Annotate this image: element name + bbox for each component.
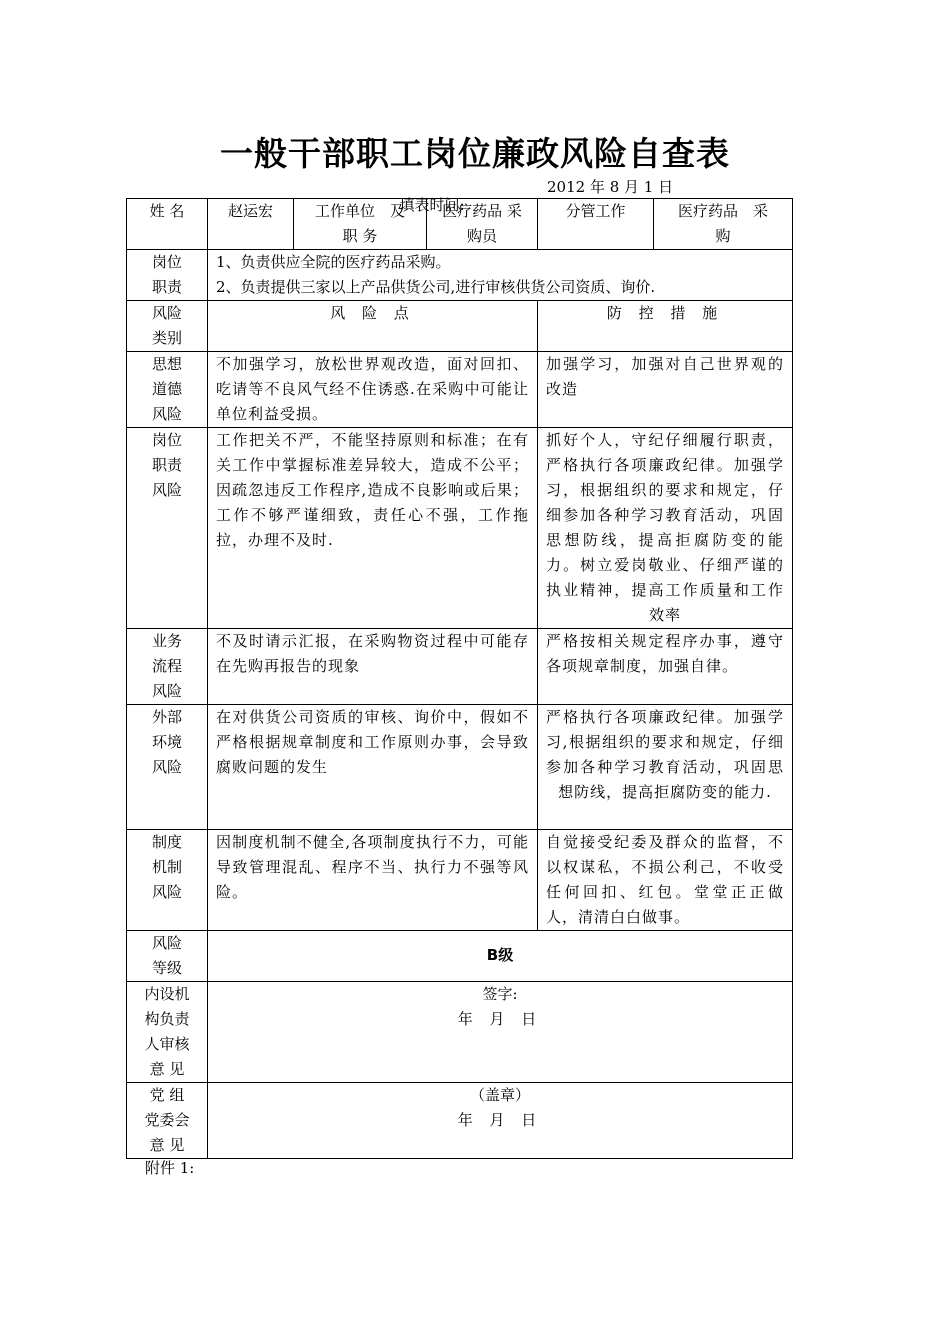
risk-point: 工作把关不严，不能坚持原则和标准；在有关工作中掌握标准差异较大，造成不公平；因疏忽违反工作程序,造成不良影响或后果；工作不够严谨细致，责任心不强，工作拖拉，办理不及时. bbox=[208, 428, 538, 629]
self-check-table bbox=[126, 198, 793, 1159]
risk-measure: 加强学习，加强对自己世界观的改造 bbox=[538, 352, 793, 428]
risk-point: 在对供货公司资质的审核、询价中，假如不严格根据规章制度和工作原则办事，会导致腐败问题的发生 bbox=[208, 705, 538, 830]
risk-category: 业务 流程 风险 bbox=[127, 629, 208, 705]
measures-header: 防 控 措 施 bbox=[538, 301, 793, 352]
risk-row bbox=[127, 830, 793, 931]
risk-level-value: B级 bbox=[208, 931, 793, 982]
review-label: 内设机 构负责 人审核 意 见 bbox=[127, 982, 208, 1083]
risk-point: 因制度机制不健全,各项制度执行不力，可能导致管理混乱、程序不当、执行力不强等风险。 bbox=[208, 830, 538, 931]
risk-measure: 严格执行各项廉政纪律。加强学习,根据组织的要求和规定，仔细参加各种学习教育活动，巩固思想防线，提高拒腐防变的能力. bbox=[538, 705, 793, 830]
risk-row bbox=[127, 629, 793, 705]
risk-point-header: 风 险 点 bbox=[208, 301, 538, 352]
party-row bbox=[127, 1083, 793, 1159]
duty-content: 1、负责供应全院的医疗药品采购。 2、负责提供三家以上产品供货公司,进行审核供货公司资质、询价. bbox=[208, 250, 793, 301]
name-value: 赵运宏 bbox=[208, 199, 294, 250]
level-label: 风险 等级 bbox=[127, 931, 208, 982]
party-content bbox=[208, 1083, 793, 1159]
unit-value: 医疗药品 采 购员 bbox=[427, 199, 538, 250]
risk-category: 制度 机制 风险 bbox=[127, 830, 208, 931]
risk-measure: 严格按相关规定程序办事，遵守各项规章制度，加强自律。 bbox=[538, 629, 793, 705]
risk-point: 不加强学习，放松世界观改造，面对回扣、吃请等不良风气经不住诱惑.在采购中可能让单位利益受损。 bbox=[208, 352, 538, 428]
column-header-row bbox=[127, 301, 793, 352]
duty-label: 岗位 职责 bbox=[127, 250, 208, 301]
party-seal: （盖章） bbox=[469, 1086, 530, 1104]
duty-row bbox=[127, 250, 793, 301]
page-title: 一般干部职工岗位廉政风险自查表 bbox=[220, 134, 730, 173]
risk-measure: 自觉接受纪委及群众的监督，不以权谋私，不损公利己，不收受任何回扣、红包。堂堂正正做人，清清白白做事。 bbox=[538, 830, 793, 931]
party-label: 党 组 党委会 意 见 bbox=[127, 1083, 208, 1159]
header-row bbox=[127, 199, 793, 250]
fill-time-label: 填表时间: bbox=[399, 196, 465, 214]
risk-row bbox=[127, 705, 793, 830]
attachment-note: 附件 1: bbox=[145, 1159, 195, 1177]
fill-time-date: 2012 年 8 月 1 日 bbox=[547, 178, 674, 196]
level-row bbox=[127, 931, 793, 982]
unit-label: 工作单位 及 职 务 bbox=[294, 199, 427, 250]
review-sign: 签字: bbox=[482, 985, 518, 1003]
risk-row bbox=[127, 352, 793, 428]
risk-category: 岗位 职责 风险 bbox=[127, 428, 208, 629]
risk-category: 思想 道德 风险 bbox=[127, 352, 208, 428]
party-date: 年 月 日 bbox=[457, 1111, 543, 1129]
risk-category: 外部 环境 风险 bbox=[127, 705, 208, 830]
charge-label: 分管工作 bbox=[538, 199, 654, 250]
review-date: 年 月 日 bbox=[457, 1010, 543, 1028]
risk-point: 不及时请示汇报，在采购物资过程中可能存在先购再报告的现象 bbox=[208, 629, 538, 705]
review-content bbox=[208, 982, 793, 1083]
review-row bbox=[127, 982, 793, 1083]
risk-measure: 抓好个人，守纪仔细履行职责，严格执行各项廉政纪律。加强学习，根据组织的要求和规定，仔细参加各种学习教育活动，巩固思想防线，提高拒腐防变的能力。树立爱岗敬业、仔细严谨的执业精神，提高工作质量和工作效率 bbox=[538, 428, 793, 629]
category-header: 风险 类别 bbox=[127, 301, 208, 352]
charge-value: 医疗药品 采 购 bbox=[654, 199, 793, 250]
name-label: 姓 名 bbox=[127, 199, 208, 250]
risk-row bbox=[127, 428, 793, 629]
